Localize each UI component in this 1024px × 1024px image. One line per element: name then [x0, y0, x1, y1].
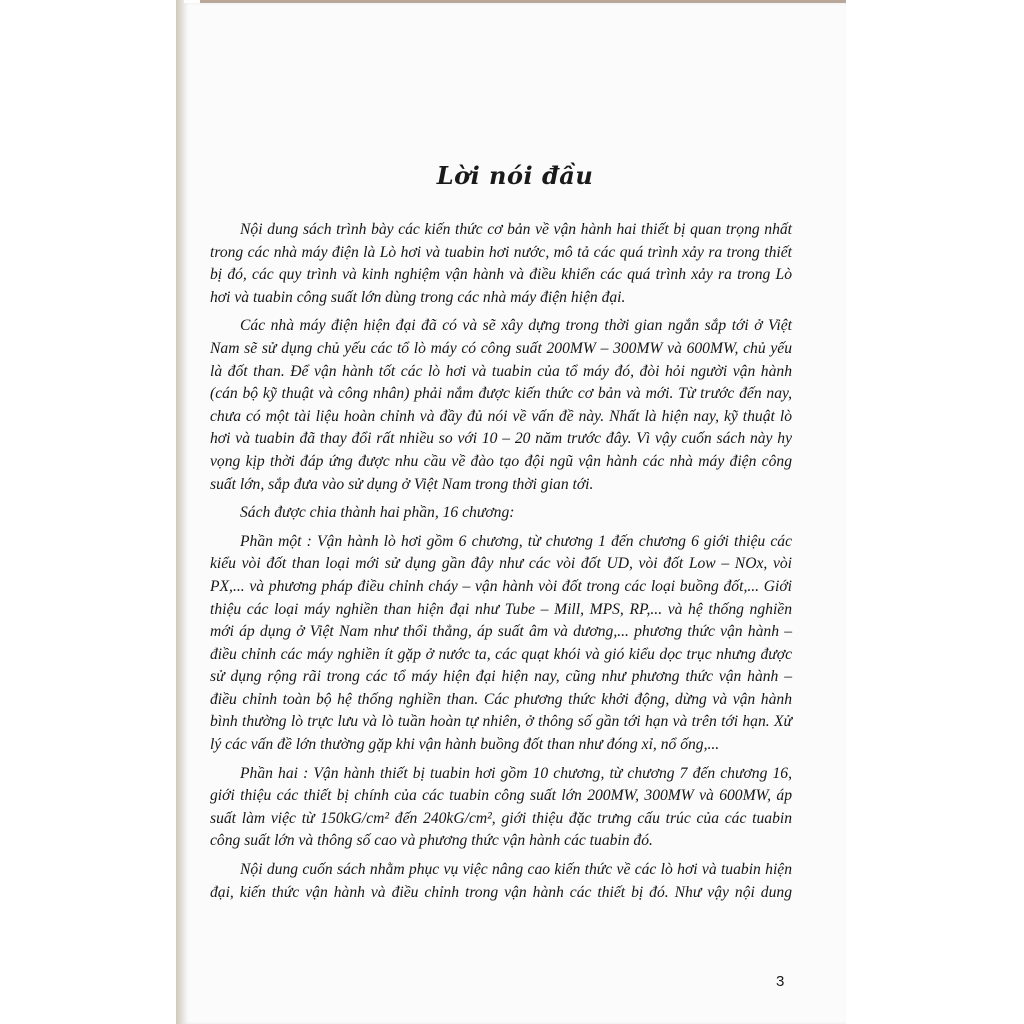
text-line: Sách được chia thành hai phần, 16 chương: — [240, 504, 515, 522]
text-line: hơi và tuabin công suất lớn dùng trong các nhà máy điện hiện đại. — [210, 288, 626, 306]
paragraph — [210, 763, 792, 853]
text-line: chưa có một tài liệu hoàn chỉnh và đầy đủ nói về vấn đề này. Nhất là hiện nay, kỹ thuật lò — [210, 407, 792, 425]
body-text — [210, 219, 792, 910]
text-line: sử dụng rộng rãi trong các tổ máy hiện đại hiện nay, cũng như phương thức vận hành – — [210, 668, 792, 686]
text-line: bị đó, các quy trình và kinh nghiệm vận hành và điều khiển các quá trình xảy ra trong Lò — [210, 266, 792, 284]
text-line: Phần một : Vận hành lò hơi gồm 6 chương, từ chương 1 đến chương 6 giới thiệu các — [240, 532, 792, 550]
text-line: trong các nhà máy điện là Lò hơi và tuabin hơi nước, mô tả các quá trình xảy ra trong thiết — [210, 243, 792, 261]
page-edge-shadow — [176, 0, 184, 1024]
text-line: giới thiệu các thiết bị chính của các tuabin công suất lớn 200MW, 300MW và 600MW, áp — [210, 787, 792, 805]
text-line: lý các vấn đề lớn thường gặp khi vận hành buồng đốt than như đóng xỉ, nổ ống,... — [210, 736, 720, 754]
text-line: suất lớn, sắp đưa vào sử dụng ở Việt Nam trong thời gian tới. — [210, 475, 594, 493]
text-line: điều chỉnh các máy nghiền ít gặp ở nước ta, các quạt khói và gió kiểu dọc trục nhưng được — [210, 645, 792, 663]
text-line: bình thường lò trực lưu và lò tuần hoàn tự nhiên, ở thông số gần tới hạn và trên tới hạn. Xử — [210, 713, 792, 731]
paragraph — [210, 859, 792, 904]
paragraph — [210, 219, 792, 309]
page-title: Lời nói đầu — [436, 161, 594, 190]
text-line: đại, kiến thức vận hành và điều chỉnh trong vận hành các thiết bị đó. Như vậy nội dung — [210, 883, 792, 901]
paragraph — [210, 315, 792, 496]
text-line: điều chỉnh toàn bộ hệ thống nghiền than. Các phương thức khởi động, dừng và vận hành — [210, 690, 792, 708]
paragraph — [210, 531, 792, 757]
text-line: vọng kịp thời đáp ứng được nhu cầu về đào tạo đội ngũ vận hành các nhà máy điện công — [210, 452, 792, 470]
text-line: thiệu các loại máy nghiền than hiện đại như Tube – Mill, MPS, RP,... và hệ thống nghiền — [210, 600, 792, 618]
page-number: 3 — [776, 973, 785, 990]
text-line: suất làm việc từ 150kG/cm² đến 240kG/cm², giới thiệu đặc trưng cấu trúc của các tuabin — [210, 809, 792, 827]
text-line: PX,... và phương pháp điều chỉnh cháy – vận hành vòi đốt trong các loại buồng đốt,... Giới — [210, 577, 792, 595]
text-line: Nam sẽ sử dụng chủ yếu các tổ lò máy có công suất 200MW – 300MW và 600MW, chủ yếu — [210, 339, 792, 357]
text-line: Phần hai : Vận hành thiết bị tuabin hơi gồm 10 chương, từ chương 7 đến chương 16, — [240, 764, 792, 782]
paragraph — [210, 502, 792, 525]
text-line: là đốt than. Để vận hành tốt các lò hơi và tuabin của tổ máy đó, đòi hỏi người vận hành — [210, 362, 792, 380]
text-line: hơi và tuabin đã thay đổi rất nhiều so với 10 – 20 năm trước đây. Vì vậy cuốn sách này hy — [210, 430, 792, 448]
text-line: kiểu vòi đốt than loại mới sử dụng gần đây như các vòi đốt UD, vòi đốt Low – NOx, vòi — [210, 555, 792, 573]
text-line: Các nhà máy điện hiện đại đã có và sẽ xây dựng trong thời gian ngắn sắp tới ở Việt — [240, 317, 792, 335]
text-line: Nội dung cuốn sách nhằm phục vụ việc nâng cao kiến thức về các lò hơi và tuabin hiện — [240, 861, 792, 879]
document-page — [184, 3, 846, 1024]
text-line: mới áp dụng ở Việt Nam như thổi thẳng, áp suất âm và dương,... phương thức vận hành – — [210, 623, 792, 641]
text-line: công suất lớn và thông số cao và phương thức vận hành các tuabin đó. — [210, 832, 653, 850]
text-line: Nội dung sách trình bày các kiến thức cơ bản về vận hành hai thiết bị quan trọng nhất — [240, 221, 792, 238]
text-line: (cán bộ kỹ thuật và công nhân) phải nắm được kiến thức cơ bản và mới. Từ trước đến nay, — [210, 385, 792, 403]
